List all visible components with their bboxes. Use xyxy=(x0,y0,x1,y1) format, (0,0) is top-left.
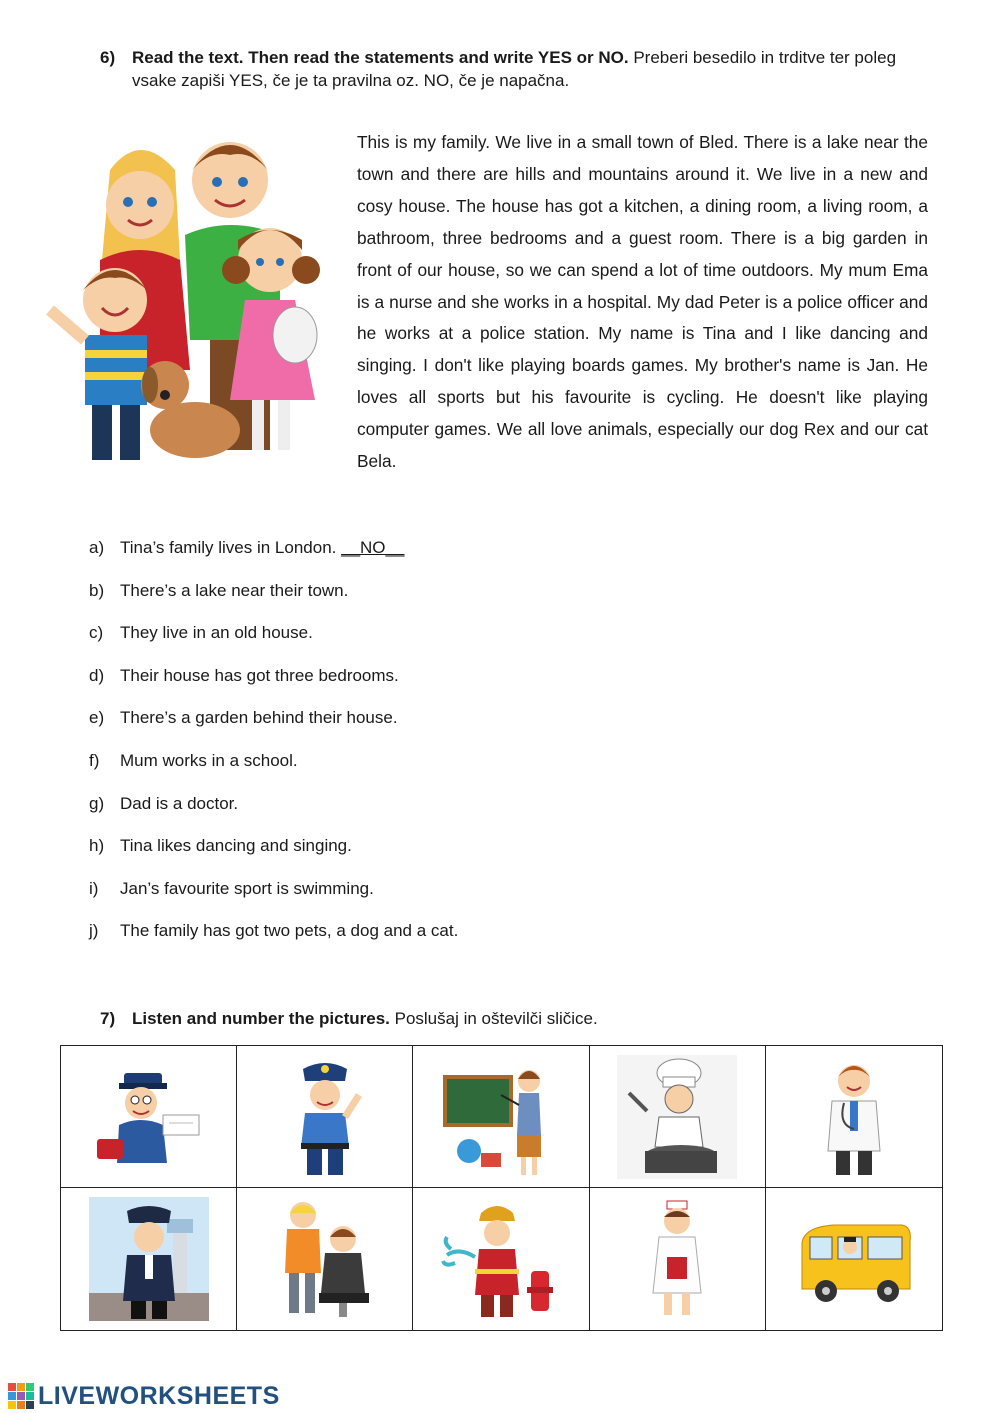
statement-text: There’s a garden behind their house. xyxy=(120,708,398,728)
statement-d xyxy=(89,664,789,707)
chef-icon xyxy=(617,1055,737,1179)
answer-field[interactable]: __NO__ xyxy=(341,538,405,557)
exercise-6-instruction xyxy=(100,46,930,92)
instruction-bold: Read the text. Then read the statements and write YES or NO. xyxy=(132,48,629,67)
statement-e xyxy=(89,706,789,749)
picture-cell-teacher[interactable] xyxy=(413,1046,589,1188)
bus-driver-icon xyxy=(794,1197,914,1321)
statement-letter: b) xyxy=(89,580,105,600)
statement-text: There’s a lake near their town. xyxy=(120,580,349,600)
pilot-icon xyxy=(89,1197,209,1321)
police-officer-icon xyxy=(265,1055,385,1179)
instruction-bold: Listen and number the pictures. xyxy=(132,1009,390,1028)
picture-cell-bus-driver[interactable] xyxy=(766,1188,942,1330)
brand-mark-icon xyxy=(8,1383,34,1409)
instruction-translation: Poslušaj in oštevilči sličice. xyxy=(394,1009,598,1028)
statement-j xyxy=(89,919,789,962)
picture-cell-postman[interactable] xyxy=(61,1046,237,1188)
statement-text: Tina’s family lives in London. xyxy=(120,538,337,557)
reading-text: This is my family. We live in a small town of Bled. There is a lake near the town and there are hills and mountains around it. We live in a new and cosy house. The house has got a kitchen, a dining room, a living room, a bathroom, three bedrooms and a guest room. There is a big garden in front of our house, so we can spend a lot of time outdoors. My mum Ema is a nurse and she works in a hospital. My dad Peter is a police officer and he works at a police station. My name is Tina and I like dancing and singing. I don't like playing boards games. My brother's name is Jan. He loves all sports but his favourite is cycling. He doesn't like playing computer games. We all love animals, especially our dog Rex and our cat Bela. xyxy=(357,132,928,472)
brand-name: LIVEWORKSHEETS xyxy=(38,1381,280,1410)
picture-cell-nurse[interactable] xyxy=(590,1188,766,1330)
postman-icon xyxy=(89,1055,209,1179)
picture-cell-pilot[interactable] xyxy=(61,1188,237,1330)
statement-text: They live in an old house. xyxy=(120,623,313,643)
exercise-number: 6) xyxy=(100,48,116,67)
liveworksheets-logo xyxy=(8,1381,280,1411)
statement-g xyxy=(89,792,789,835)
statement-letter: e) xyxy=(89,708,105,728)
statement-c xyxy=(89,621,789,664)
statement-i xyxy=(89,877,789,920)
statement-text: Jan’s favourite sport is swimming. xyxy=(120,878,374,898)
statement-text: Their house has got three bedrooms. xyxy=(120,665,399,685)
hairdresser-icon xyxy=(265,1197,385,1321)
pictures-grid xyxy=(60,1045,943,1331)
statements-list xyxy=(89,536,789,962)
teacher-icon xyxy=(441,1055,561,1179)
picture-cell-police-officer[interactable] xyxy=(237,1046,413,1188)
firefighter-icon xyxy=(441,1197,561,1321)
statement-letter: c) xyxy=(89,623,104,643)
boy-figure xyxy=(50,268,147,460)
statement-b xyxy=(89,579,789,622)
statement-text: The family has got two pets, a dog and a cat. xyxy=(120,921,459,941)
statement-letter: j) xyxy=(89,921,99,941)
picture-cell-hairdresser[interactable] xyxy=(237,1188,413,1330)
instruction-translation: Preberi besedilo in trditve ter poleg vsake zapiši YES, če je ta pravilna oz. NO, če je napačna. xyxy=(132,48,897,90)
statement-letter: g) xyxy=(89,793,105,813)
statement-letter: a) xyxy=(89,538,105,557)
doctor-icon xyxy=(794,1055,914,1179)
picture-cell-doctor[interactable] xyxy=(766,1046,942,1188)
statement-h xyxy=(89,834,789,877)
statement-a xyxy=(89,536,789,579)
statement-text: Tina likes dancing and singing. xyxy=(120,836,352,856)
statement-text: Dad is a doctor. xyxy=(120,793,239,813)
exercise-number: 7) xyxy=(100,1009,116,1028)
statement-letter: d) xyxy=(89,665,105,685)
statement-letter: f) xyxy=(89,750,100,770)
statement-letter: i) xyxy=(89,878,99,898)
picture-cell-chef[interactable] xyxy=(590,1046,766,1188)
nurse-icon xyxy=(617,1197,737,1321)
statement-text: Mum works in a school. xyxy=(120,750,298,770)
statement-f xyxy=(89,749,789,792)
statement-letter: h) xyxy=(89,836,105,856)
exercise-7-instruction xyxy=(100,1007,598,1030)
family-illustration xyxy=(40,110,350,485)
picture-cell-firefighter[interactable] xyxy=(413,1188,589,1330)
